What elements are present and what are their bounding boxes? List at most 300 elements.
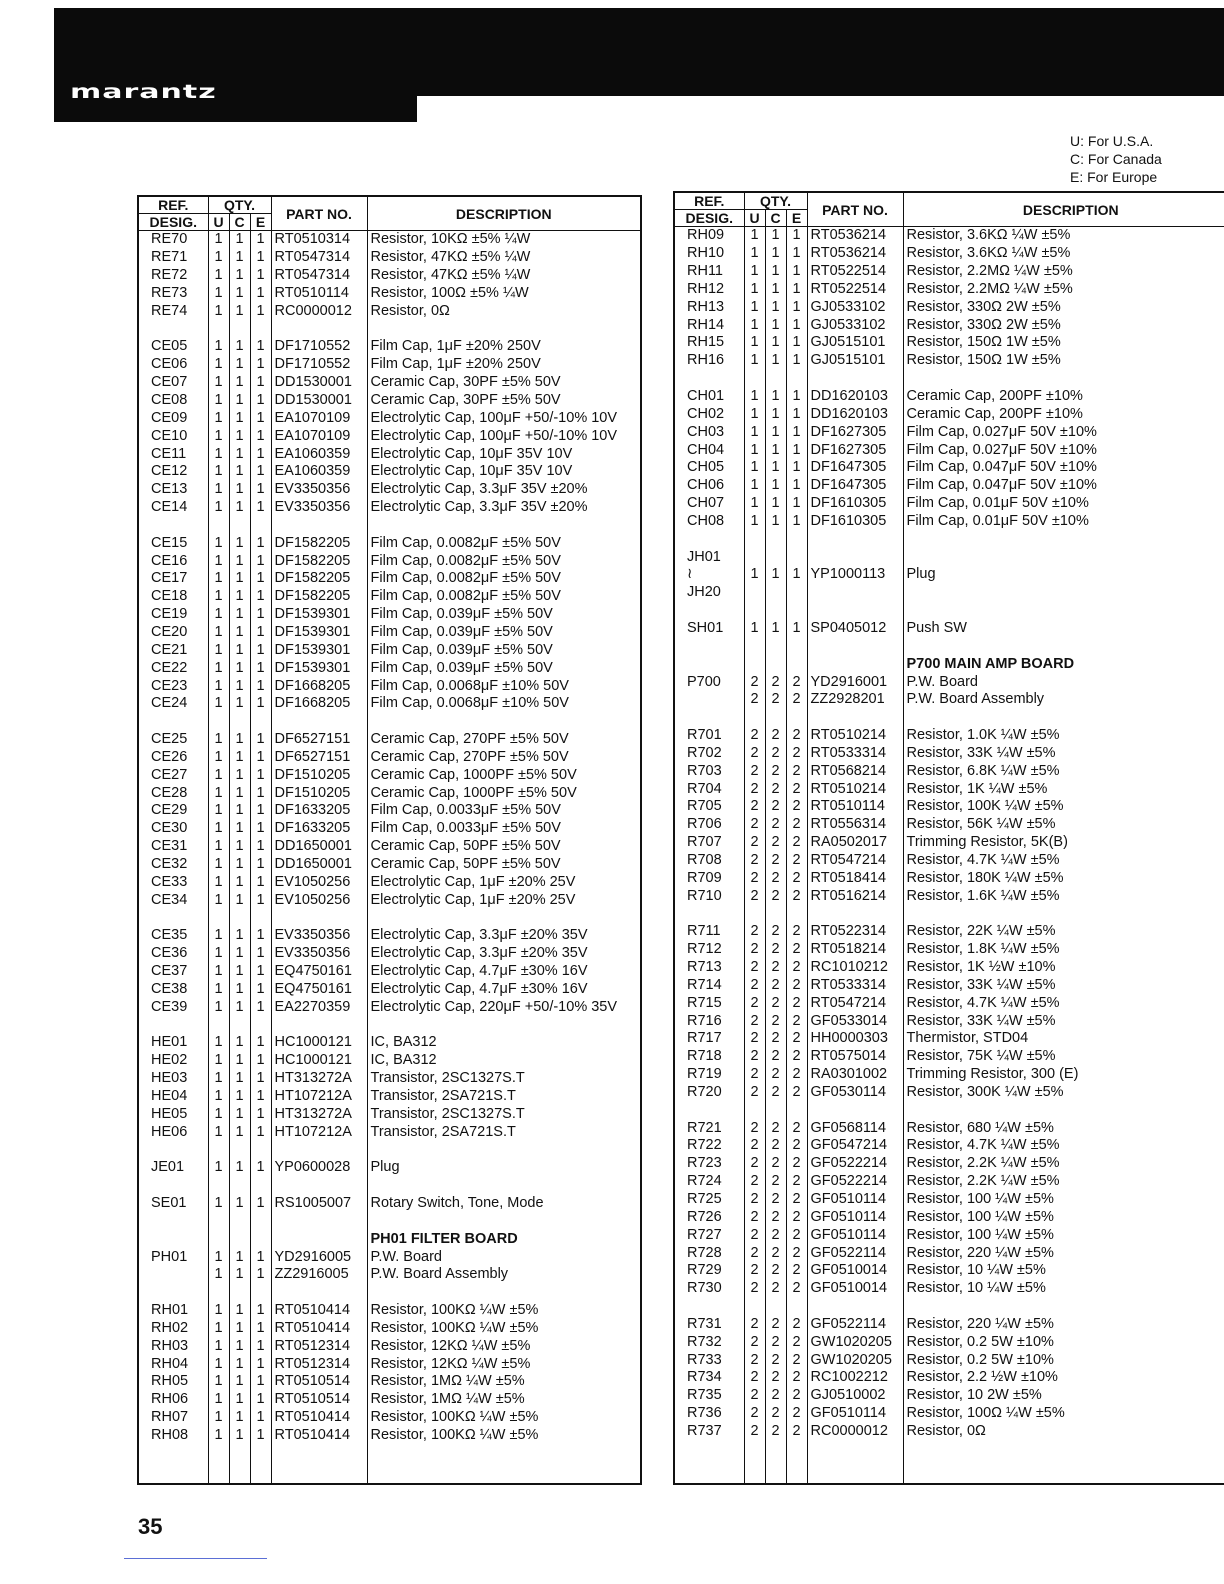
ref-desig: R701: [674, 727, 744, 745]
part-no: RT0512314: [271, 1337, 367, 1355]
ref-cell: [138, 1230, 208, 1248]
qty-e: 2: [786, 1048, 807, 1066]
part-no: EV3350356: [271, 945, 367, 963]
qty-e: 1: [250, 1391, 271, 1409]
qty-e: 2: [786, 1387, 807, 1405]
ref-desig: CH06: [674, 477, 744, 495]
qty-u: 2: [744, 1423, 765, 1441]
description: Transistor, 2SC1327S.T: [367, 1070, 641, 1088]
qty-e: 2: [786, 1084, 807, 1102]
qty-c: 2: [765, 1423, 786, 1441]
qty-c-cell: [765, 709, 786, 727]
part-no: EV3350356: [271, 481, 367, 499]
legend-canada: C: For Canada: [1070, 151, 1162, 167]
qty-u: 2: [744, 673, 765, 691]
qty-u: 2: [744, 762, 765, 780]
qty-u-cell: [744, 602, 765, 620]
ref-desig: RE73: [138, 285, 208, 303]
ref-cell: [674, 1101, 744, 1119]
qty-u-cell: [208, 1016, 229, 1034]
qty-e: 1: [250, 1302, 271, 1320]
part-no: EV3350356: [271, 499, 367, 517]
description: Ceramic Cap, 270PF ±5% 50V: [367, 731, 641, 749]
desc-cell: [367, 1284, 641, 1302]
qty-c: 2: [765, 1226, 786, 1244]
qty-e: 1: [250, 552, 271, 570]
table-row: [138, 1105, 641, 1123]
part-cell: [271, 1212, 367, 1230]
qty-c: 1: [229, 534, 250, 552]
part-no: GJ0515101: [807, 352, 903, 370]
qty-e-cell: [786, 655, 807, 673]
qty-u: 1: [208, 606, 229, 624]
part-no: DF1539301: [271, 606, 367, 624]
part-no: RA0502017: [807, 834, 903, 852]
qty-c: 1: [229, 1319, 250, 1337]
table-row: [674, 1387, 1224, 1405]
filler-cell: [807, 1440, 903, 1484]
table-row: [674, 620, 1224, 638]
table-row: [674, 798, 1224, 816]
qty-c: 1: [765, 423, 786, 441]
qty-e: 1: [250, 570, 271, 588]
qty-e: 1: [250, 695, 271, 713]
description: Resistor, 2.2K ¼W ±5%: [903, 1173, 1224, 1191]
qty-u: 2: [744, 1137, 765, 1155]
qty-e-cell: [786, 370, 807, 388]
filler-cell: [744, 1440, 765, 1484]
ref-desig: R733: [674, 1351, 744, 1369]
qty-u: 1: [208, 1123, 229, 1141]
table-row: [674, 869, 1224, 887]
ref-cell: [138, 1141, 208, 1159]
qty-c-cell: [229, 320, 250, 338]
table-row: [138, 1070, 641, 1088]
description: P.W. Board Assembly: [903, 691, 1224, 709]
table-row: [674, 959, 1224, 977]
part-no: RS1005007: [271, 1195, 367, 1213]
qty-e-cell: [786, 530, 807, 548]
qty-c: 1: [765, 316, 786, 334]
qty-c: 1: [765, 263, 786, 281]
qty-c: 1: [229, 1391, 250, 1409]
qty-c-cell: [765, 530, 786, 548]
ref-desig: CE30: [138, 820, 208, 838]
qty-e: 2: [786, 780, 807, 798]
ref-desig: RH08: [138, 1427, 208, 1445]
ref-desig: R703: [674, 762, 744, 780]
qty-e: 2: [786, 691, 807, 709]
qty-c: 1: [229, 945, 250, 963]
qty-c: 2: [765, 1048, 786, 1066]
description: Resistor, 220 ¼W ±5%: [903, 1244, 1224, 1262]
brand-logo: marantz: [70, 81, 217, 103]
qty-u: 1: [208, 1195, 229, 1213]
description: IC, BA312: [367, 1034, 641, 1052]
qty-u: 2: [744, 1012, 765, 1030]
ref-desig: CE33: [138, 873, 208, 891]
part-cell: [807, 637, 903, 655]
description: Film Cap, 0.0082μF ±5% 50V: [367, 534, 641, 552]
part-no: RT0518414: [807, 869, 903, 887]
filler-cell: [786, 1440, 807, 1484]
qty-u: 2: [744, 1208, 765, 1226]
qty-e: 2: [786, 1262, 807, 1280]
description: Resistor, 22K ¼W ±5%: [903, 923, 1224, 941]
description: Resistor, 150Ω 1W ±5%: [903, 352, 1224, 370]
part-no: EA1070109: [271, 427, 367, 445]
table-row: [138, 463, 641, 481]
filler-cell: [229, 1444, 250, 1484]
description: Push SW: [903, 620, 1224, 638]
qty-e: 1: [250, 1337, 271, 1355]
qty-e: 1: [250, 1319, 271, 1337]
header-qty: QTY.: [744, 192, 807, 210]
ref-desig: RH03: [138, 1337, 208, 1355]
filler-cell: [674, 1440, 744, 1484]
qty-e: 1: [250, 1159, 271, 1177]
qty-e: 1: [250, 731, 271, 749]
description: Film Cap, 0.027μF 50V ±10%: [903, 423, 1224, 441]
qty-c-cell: [765, 1298, 786, 1316]
qty-e-cell: [786, 905, 807, 923]
ref-desig: RH09: [674, 227, 744, 245]
qty-e: [786, 548, 807, 566]
ref-cell: [674, 370, 744, 388]
table-row: [138, 1427, 641, 1445]
ref-desig: RH05: [138, 1373, 208, 1391]
table-row: [138, 267, 641, 285]
part-no: RT0522514: [807, 263, 903, 281]
qty-u-cell: [744, 655, 765, 673]
ref-desig: R734: [674, 1369, 744, 1387]
qty-c: 1: [765, 298, 786, 316]
qty-e: 2: [786, 1423, 807, 1441]
table-row: [674, 1155, 1224, 1173]
description: Plug: [367, 1159, 641, 1177]
qty-e: 1: [250, 285, 271, 303]
qty-e: 1: [250, 409, 271, 427]
description: Ceramic Cap, 1000PF ±5% 50V: [367, 784, 641, 802]
qty-c: 1: [229, 1427, 250, 1445]
qty-u: 2: [744, 1173, 765, 1191]
qty-c: 1: [229, 267, 250, 285]
qty-u: 1: [208, 285, 229, 303]
qty-e: 2: [786, 1244, 807, 1262]
table-row: [674, 887, 1224, 905]
description: P.W. Board: [903, 673, 1224, 691]
qty-e: 1: [250, 231, 271, 249]
description: Film Cap, 0.039μF ±5% 50V: [367, 641, 641, 659]
destination-legend: [1070, 132, 1162, 186]
description: Resistor, 33K ¼W ±5%: [903, 976, 1224, 994]
table-row: [674, 780, 1224, 798]
qty-e-cell: [786, 637, 807, 655]
section-heading-row: [138, 1230, 641, 1248]
qty-c: 2: [765, 959, 786, 977]
qty-u: 1: [208, 1391, 229, 1409]
header-c: C: [765, 210, 786, 227]
table-row: [674, 744, 1224, 762]
table-row: [674, 1030, 1224, 1048]
part-no: YD2916001: [807, 673, 903, 691]
qty-u-cell: [208, 909, 229, 927]
part-no: GF0547214: [807, 1137, 903, 1155]
description: Electrolytic Cap, 4.7μF ±30% 16V: [367, 963, 641, 981]
qty-u: 1: [208, 499, 229, 517]
table-row: [138, 1409, 641, 1427]
description: Resistor, 100Ω ±5% ¼W: [367, 285, 641, 303]
table-row: [674, 245, 1224, 263]
qty-c-cell: [229, 909, 250, 927]
ref-desig: RH07: [138, 1409, 208, 1427]
qty-c: 1: [229, 1337, 250, 1355]
part-no: EA2270359: [271, 998, 367, 1016]
table-row: [674, 1226, 1224, 1244]
qty-c: 1: [765, 334, 786, 352]
description: P.W. Board: [367, 1248, 641, 1266]
part-no: RA0301002: [807, 1066, 903, 1084]
header-desig: DESIG.: [674, 210, 744, 227]
part-no: DF1582205: [271, 570, 367, 588]
qty-u: 1: [208, 927, 229, 945]
part-no: RT0533314: [807, 744, 903, 762]
ref-desig: CE19: [138, 606, 208, 624]
description: Resistor, 680 ¼W ±5%: [903, 1119, 1224, 1137]
table-row: [674, 1244, 1224, 1262]
qty-e: 1: [250, 891, 271, 909]
table-row: [138, 427, 641, 445]
description: Resistor, 0Ω: [903, 1423, 1224, 1441]
part-no: RT0510314: [271, 231, 367, 249]
qty-u-cell: [744, 370, 765, 388]
qty-c: 2: [765, 798, 786, 816]
part-no: GF0568114: [807, 1119, 903, 1137]
header-band: [54, 8, 1224, 96]
qty-e: 1: [250, 1355, 271, 1373]
part-no: DF1668205: [271, 695, 367, 713]
table-row: [674, 263, 1224, 281]
qty-u: 1: [744, 245, 765, 263]
part-no: RT0510514: [271, 1373, 367, 1391]
ref-desig: CE07: [138, 374, 208, 392]
qty-u: 1: [208, 820, 229, 838]
qty-u: 1: [208, 570, 229, 588]
description: Film Cap, 1μF ±20% 250V: [367, 356, 641, 374]
table-row: [138, 552, 641, 570]
qty-c: 1: [765, 620, 786, 638]
qty-u: 2: [744, 941, 765, 959]
ref-desig: CE29: [138, 802, 208, 820]
ref-cell: [138, 1177, 208, 1195]
ref-desig: PH01: [138, 1248, 208, 1266]
part-no: RT0547314: [271, 249, 367, 267]
ref-cell: [138, 320, 208, 338]
ref-desig: R729: [674, 1262, 744, 1280]
part-no: GF0510114: [807, 1208, 903, 1226]
qty-e: 1: [786, 352, 807, 370]
spacer-row: [138, 1177, 641, 1195]
ref-desig: R718: [674, 1048, 744, 1066]
ref-desig: RH06: [138, 1391, 208, 1409]
part-no: RT0536214: [807, 227, 903, 245]
qty-e: [786, 584, 807, 602]
qty-u: 1: [208, 963, 229, 981]
table-row: [138, 1195, 641, 1213]
description: Electrolytic Cap, 100μF +50/-10% 10V: [367, 409, 641, 427]
ref-desig: CE20: [138, 624, 208, 642]
qty-c: 1: [229, 927, 250, 945]
description: Resistor, 1K ¼W ±5%: [903, 780, 1224, 798]
spacer-row: [138, 909, 641, 927]
qty-e: 2: [786, 976, 807, 994]
part-cell: [807, 1101, 903, 1119]
spacer-row: [138, 1284, 641, 1302]
ref-desig: R720: [674, 1084, 744, 1102]
qty-u: 1: [208, 463, 229, 481]
header-qty: QTY.: [208, 196, 271, 214]
qty-c: 1: [229, 463, 250, 481]
qty-u: 2: [744, 834, 765, 852]
qty-e: 1: [786, 388, 807, 406]
description: Ceramic Cap, 270PF ±5% 50V: [367, 748, 641, 766]
qty-c: 1: [229, 1034, 250, 1052]
part-no: DD1620103: [807, 388, 903, 406]
qty-u: 1: [208, 1337, 229, 1355]
qty-e: 1: [250, 481, 271, 499]
qty-e: 2: [786, 1333, 807, 1351]
part-no: EQ4750161: [271, 963, 367, 981]
qty-c: 2: [765, 780, 786, 798]
description: Electrolytic Cap, 3.3μF 35V ±20%: [367, 481, 641, 499]
description: Resistor, 56K ¼W ±5%: [903, 816, 1224, 834]
part-no: RT0547214: [807, 852, 903, 870]
qty-e: 1: [250, 1427, 271, 1445]
qty-c: 1: [229, 998, 250, 1016]
qty-c: 2: [765, 976, 786, 994]
qty-e: 2: [786, 852, 807, 870]
qty-e: 2: [786, 923, 807, 941]
qty-e: 2: [786, 1030, 807, 1048]
table-row: [138, 392, 641, 410]
spacer-row: [674, 530, 1224, 548]
qty-c: 2: [765, 1173, 786, 1191]
qty-c: 1: [229, 409, 250, 427]
description: Resistor, 220 ¼W ±5%: [903, 1315, 1224, 1333]
table-row: [138, 570, 641, 588]
qty-u: 1: [208, 659, 229, 677]
part-no: EA1060359: [271, 445, 367, 463]
header-ref: REF.: [674, 192, 744, 210]
ref-desig: R723: [674, 1155, 744, 1173]
qty-c: 1: [229, 677, 250, 695]
part-cell: [807, 905, 903, 923]
table-row: [674, 495, 1224, 513]
ref-desig: RE70: [138, 231, 208, 249]
qty-u: 1: [208, 302, 229, 320]
part-no: RC1002212: [807, 1369, 903, 1387]
qty-c-cell: [229, 1230, 250, 1248]
qty-u-cell: [208, 1177, 229, 1195]
table-row: [138, 409, 641, 427]
description: Film Cap, 0.027μF 50V ±10%: [903, 441, 1224, 459]
qty-u: 1: [744, 388, 765, 406]
qty-u: 1: [208, 1105, 229, 1123]
qty-e-cell: [786, 602, 807, 620]
qty-c: 2: [765, 869, 786, 887]
qty-u: 2: [744, 869, 765, 887]
qty-u: 1: [208, 427, 229, 445]
desc-cell: [367, 1212, 641, 1230]
desc-cell: [903, 1298, 1224, 1316]
ref-desig: CE35: [138, 927, 208, 945]
qty-e: 2: [786, 727, 807, 745]
part-no: DF1710552: [271, 338, 367, 356]
ref-desig: HE05: [138, 1105, 208, 1123]
qty-u: 1: [208, 1355, 229, 1373]
part-no: RT0533314: [807, 976, 903, 994]
ref-desig: CE34: [138, 891, 208, 909]
desc-cell: [903, 637, 1224, 655]
part-no: DD1530001: [271, 374, 367, 392]
part-no: YP0600028: [271, 1159, 367, 1177]
description: Resistor, 180K ¼W ±5%: [903, 869, 1224, 887]
parts-table-right: [673, 191, 1224, 1485]
part-no: SP0405012: [807, 620, 903, 638]
description: Film Cap, 0.047μF 50V ±10%: [903, 477, 1224, 495]
qty-c: 1: [765, 566, 786, 584]
qty-u-cell: [208, 713, 229, 731]
part-no: RC1010212: [807, 959, 903, 977]
qty-c: 2: [765, 1262, 786, 1280]
qty-u: 2: [744, 691, 765, 709]
qty-e: 1: [250, 624, 271, 642]
ref-desig: JE01: [138, 1159, 208, 1177]
ref-desig: RH14: [674, 316, 744, 334]
description: Film Cap, 0.0082μF ±5% 50V: [367, 588, 641, 606]
qty-e: 1: [250, 1409, 271, 1427]
header-u: U: [208, 214, 229, 231]
qty-c: 2: [765, 1405, 786, 1423]
ref-desig: CE26: [138, 748, 208, 766]
qty-e: 1: [786, 245, 807, 263]
qty-e: 2: [786, 1137, 807, 1155]
description: Electrolytic Cap, 3.3μF ±20% 35V: [367, 927, 641, 945]
part-no: HT107212A: [271, 1088, 367, 1106]
qty-e: 1: [250, 1123, 271, 1141]
qty-c: 2: [765, 1030, 786, 1048]
qty-u: 1: [208, 338, 229, 356]
description: Resistor, 10 ¼W ±5%: [903, 1280, 1224, 1298]
description: Film Cap, 0.0082μF ±5% 50V: [367, 570, 641, 588]
description: Resistor, 300K ¼W ±5%: [903, 1084, 1224, 1102]
ref-desig: R735: [674, 1387, 744, 1405]
qty-u: 2: [744, 1262, 765, 1280]
table-row: [674, 405, 1224, 423]
qty-u: 1: [208, 998, 229, 1016]
spacer-row: [674, 370, 1224, 388]
part-cell: [271, 1230, 367, 1248]
part-no: EV3350356: [271, 927, 367, 945]
table-row: [674, 1351, 1224, 1369]
part-no: RT0510214: [807, 780, 903, 798]
qty-u: 1: [208, 1319, 229, 1337]
qty-e: 1: [250, 838, 271, 856]
table-row: [674, 1208, 1224, 1226]
qty-c: [765, 548, 786, 566]
description: Resistor, 1MΩ ¼W ±5%: [367, 1373, 641, 1391]
qty-e: 2: [786, 1369, 807, 1387]
